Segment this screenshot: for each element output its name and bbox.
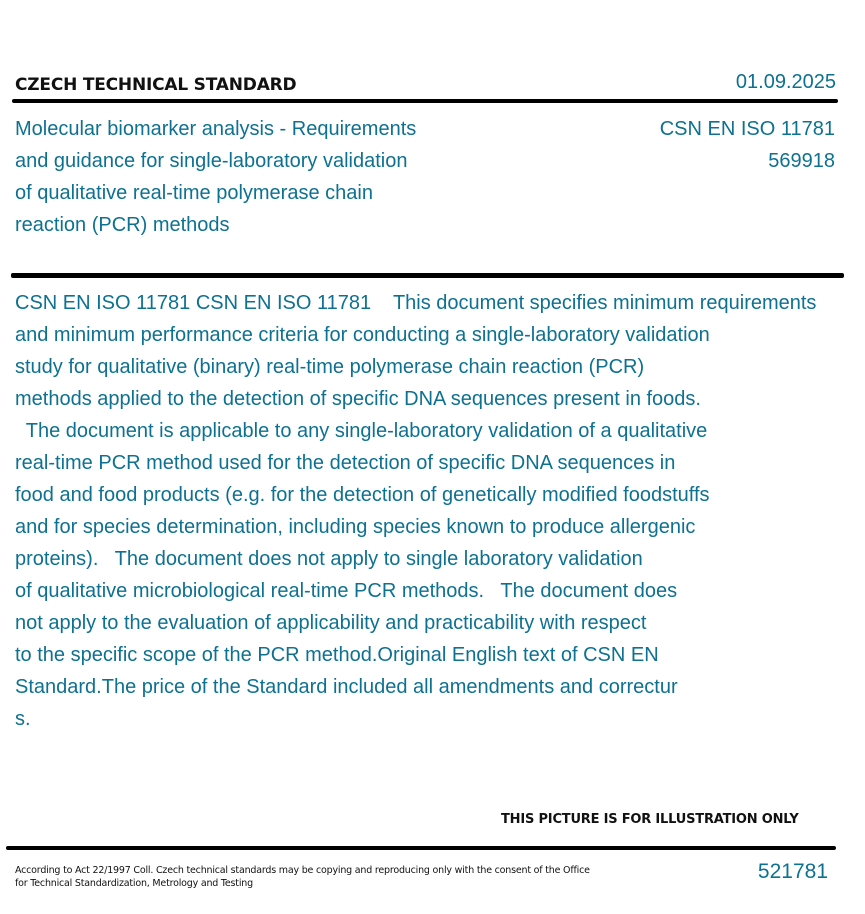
legal-notice-line: for Technical Standardization, Metrology and Testing (15, 878, 253, 889)
title-divider (11, 273, 844, 278)
description-line: to the specific scope of the PCR method.Original English text of CSN EN (15, 644, 659, 666)
description-line: not apply to the evaluation of applicability and practicability with respect (15, 612, 647, 634)
description-line: methods applied to the detection of specific DNA sequences present in foods. (15, 388, 701, 410)
document-type-label: CZECH TECHNICAL STANDARD (15, 75, 297, 95)
description-line: CSN EN ISO 11781 CSN EN ISO 11781 This document specifies minimum requirements (15, 292, 817, 314)
header-divider (12, 99, 838, 103)
illustration-disclaimer: THIS PICTURE IS FOR ILLUSTRATION ONLY (501, 812, 799, 827)
standard-title-line: and guidance for single-laboratory validation (15, 150, 408, 172)
footer-divider (6, 846, 836, 850)
standard-title-line: reaction (PCR) methods (15, 214, 230, 236)
description-line: proteins). The document does not apply to single laboratory validation (15, 548, 643, 570)
description-line: The document is applicable to any single-laboratory validation of a qualitative (15, 420, 708, 442)
description-line: s. (15, 708, 31, 730)
description-line: Standard.The price of the Standard included all amendments and correctur (15, 676, 678, 698)
publication-date: 01.09.2025 (735, 71, 836, 93)
description-line: study for qualitative (binary) real-time polymerase chain reaction (PCR) (15, 356, 645, 378)
standard-code: CSN EN ISO 11781 (659, 118, 835, 140)
standard-title (15, 113, 485, 241)
description-line: and minimum performance criteria for conducting a single-laboratory validation (15, 324, 710, 346)
legal-notice (15, 864, 615, 890)
legal-notice-line: According to Act 22/1997 Coll. Czech technical standards may be copying and reproducing only with the consent of the Office (15, 865, 590, 876)
catalog-number: 569918 (768, 150, 835, 172)
standard-identifiers (660, 113, 835, 177)
description-line: of qualitative microbiological real-time PCR methods. The document does (15, 580, 678, 602)
standard-description (15, 287, 865, 735)
description-line: real-time PCR method used for the detection of specific DNA sequences in (15, 452, 676, 474)
footer-number: 521781 (757, 860, 828, 883)
description-line: food and food products (e.g. for the detection of genetically modified foodstuffs (15, 484, 710, 506)
standard-title-line: Molecular biomarker analysis - Requirements (15, 118, 417, 140)
standard-title-line: of qualitative real-time polymerase chain (15, 182, 373, 204)
description-line: and for species determination, including species known to produce allergenic (15, 516, 696, 538)
